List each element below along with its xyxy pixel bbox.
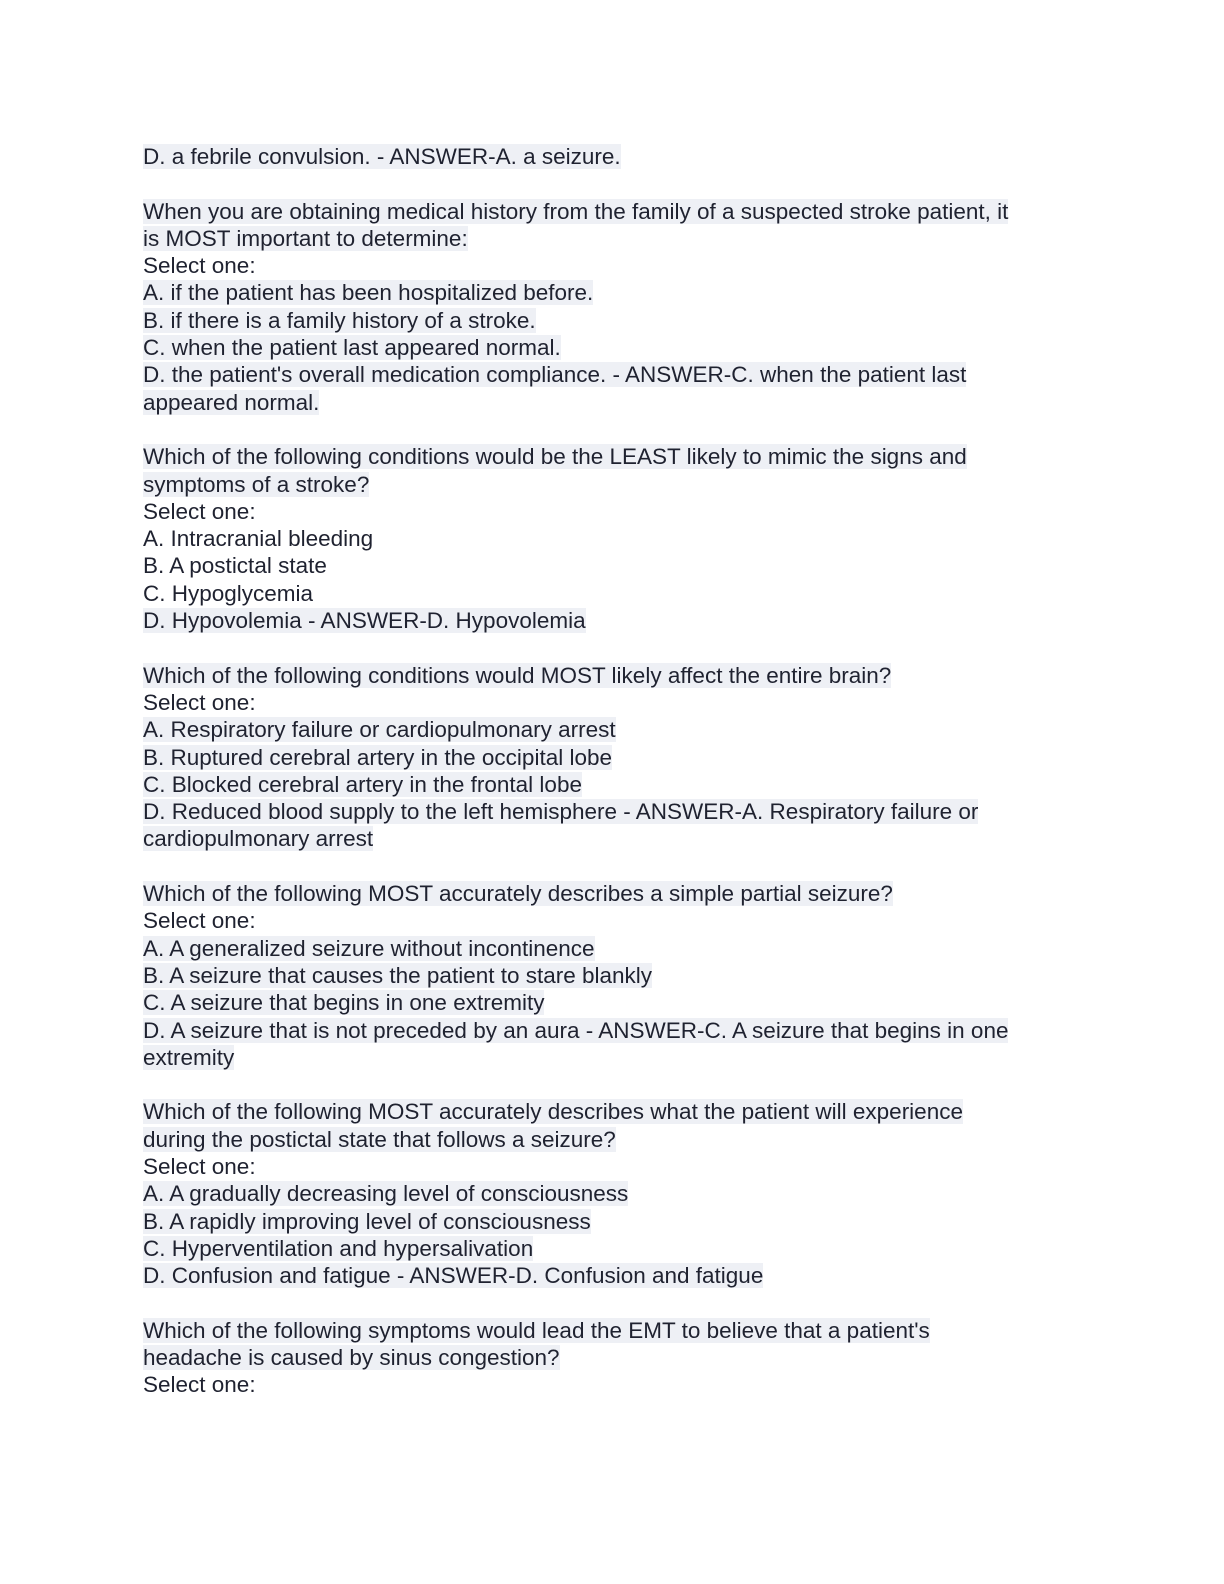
option-c: C. A seizure that begins in one extremity xyxy=(143,990,545,1016)
paragraph-gap xyxy=(143,416,1073,443)
select-one-label: Select one: xyxy=(143,1372,256,1398)
option-a: A. Intracranial bleeding xyxy=(143,526,374,552)
option-d-answer: D. A seizure that is not preceded by an aura - ANSWER-C. A seizure that begins in one xyxy=(143,1017,1009,1043)
question-text: When you are obtaining medical history from the family of a suspected stroke patient, it xyxy=(143,198,1009,224)
option-c: C. Blocked cerebral artery in the frontal lobe xyxy=(143,771,582,797)
select-one-label: Select one: xyxy=(143,908,256,934)
question-text: Which of the following conditions would MOST likely affect the entire brain? xyxy=(143,662,892,688)
option-b: B. A rapidly improving level of consciousness xyxy=(143,1208,591,1234)
paragraph-gap xyxy=(143,853,1073,880)
question-text: symptoms of a stroke? xyxy=(143,471,370,497)
option-c: C. Hypoglycemia xyxy=(143,580,314,606)
option-d-answer: D. Confusion and fatigue - ANSWER-D. Confusion and fatigue xyxy=(143,1263,764,1289)
question-text: during the postictal state that follows a seizure? xyxy=(143,1126,616,1152)
question-block-1 xyxy=(143,198,1073,416)
question-text: Which of the following symptoms would lead the EMT to believe that a patient's xyxy=(143,1317,930,1343)
answer-continuation: cardiopulmonary arrest xyxy=(143,826,374,852)
question-text: Which of the following conditions would be the LEAST likely to mimic the signs and xyxy=(143,444,967,470)
question-block-3 xyxy=(143,662,1073,853)
paragraph-gap xyxy=(143,1071,1073,1098)
option-c: C. Hyperventilation and hypersalivation xyxy=(143,1235,534,1261)
option-b: B. A postictal state xyxy=(143,553,327,579)
question-text: headache is caused by sinus congestion? xyxy=(143,1345,560,1371)
question-text: Which of the following MOST accurately describes a simple partial seizure? xyxy=(143,881,893,907)
select-one-label: Select one: xyxy=(143,498,256,524)
option-c: C. when the patient last appeared normal. xyxy=(143,335,561,361)
select-one-label: Select one: xyxy=(143,1153,256,1179)
option-b: B. Ruptured cerebral artery in the occipital lobe xyxy=(143,744,612,770)
option-b: B. if there is a family history of a stroke. xyxy=(143,307,536,333)
paragraph-gap xyxy=(143,1289,1073,1316)
answer-continuation: appeared normal. xyxy=(143,389,320,415)
question-block-4 xyxy=(143,880,1073,1071)
option-a: A. A gradually decreasing level of consciousness xyxy=(143,1181,629,1207)
select-one-label: Select one: xyxy=(143,689,256,715)
question-block-6 xyxy=(143,1317,1073,1399)
question-text: Which of the following MOST accurately describes what the patient will experience xyxy=(143,1099,963,1125)
option-d-answer: D. Hypovolemia - ANSWER-D. Hypovolemia xyxy=(143,608,586,634)
question-block-5 xyxy=(143,1098,1073,1289)
option-b: B. A seizure that causes the patient to stare blankly xyxy=(143,962,653,988)
option-d-answer: D. Reduced blood supply to the left hemisphere - ANSWER-A. Respiratory failure or xyxy=(143,799,979,825)
question-block-2 xyxy=(143,443,1073,634)
paragraph-gap xyxy=(143,170,1073,197)
carryover-answer xyxy=(143,143,1073,170)
option-a: A. A generalized seizure without incontinence xyxy=(143,935,595,961)
option-a: A. if the patient has been hospitalized before. xyxy=(143,280,594,306)
option-d-answer: D. the patient's overall medication compliance. - ANSWER-C. when the patient last xyxy=(143,362,967,388)
paragraph-gap xyxy=(143,634,1073,661)
text-line: D. a febrile convulsion. - ANSWER-A. a seizure. xyxy=(143,144,621,169)
select-one-label: Select one: xyxy=(143,253,256,279)
answer-continuation: extremity xyxy=(143,1044,235,1070)
option-a: A. Respiratory failure or cardiopulmonary arrest xyxy=(143,717,616,743)
document-page xyxy=(143,143,1073,1399)
question-text: is MOST important to determine: xyxy=(143,225,468,251)
